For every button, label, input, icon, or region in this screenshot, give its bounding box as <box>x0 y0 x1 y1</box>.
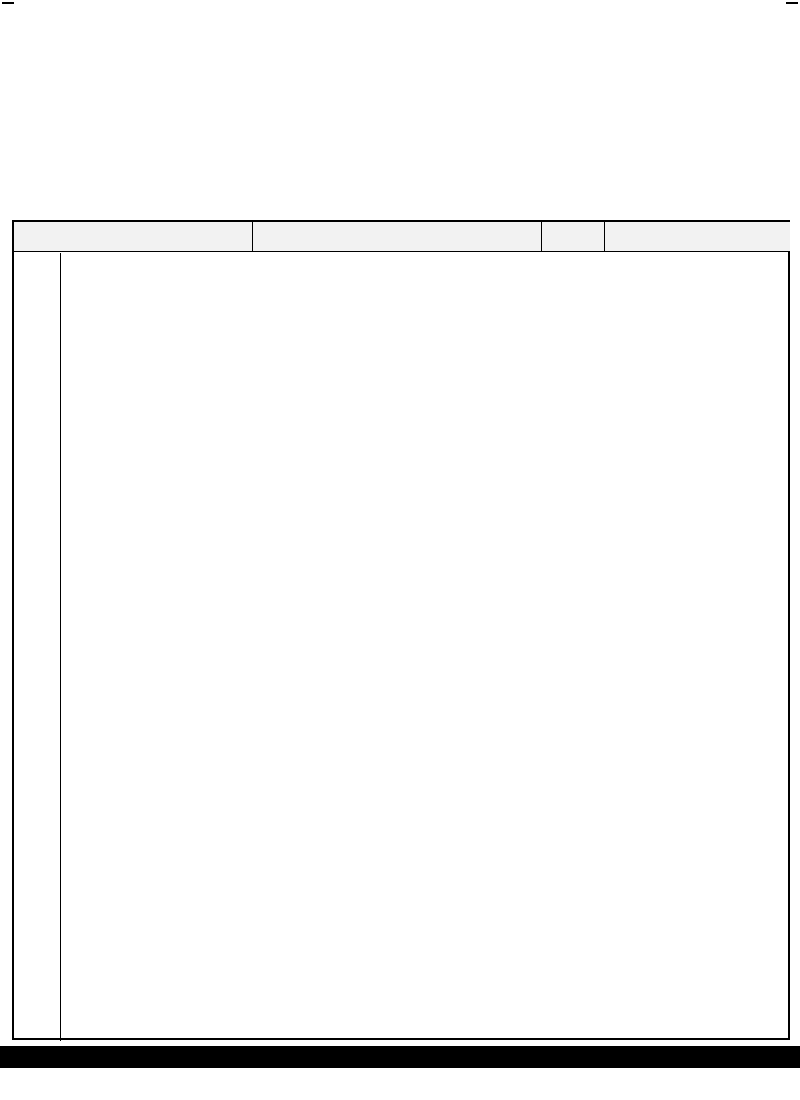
col-adv <box>253 222 542 252</box>
page-title <box>0 142 800 177</box>
itinerary-table <box>12 220 790 1040</box>
col-dates <box>605 222 790 252</box>
logo <box>8 32 258 108</box>
header <box>8 28 792 110</box>
ad-tag-right <box>786 2 798 4</box>
col-route <box>14 222 253 252</box>
region-label <box>14 253 61 1041</box>
footer <box>0 1046 800 1068</box>
ad-tag-left <box>2 2 14 4</box>
col-price <box>542 222 605 252</box>
